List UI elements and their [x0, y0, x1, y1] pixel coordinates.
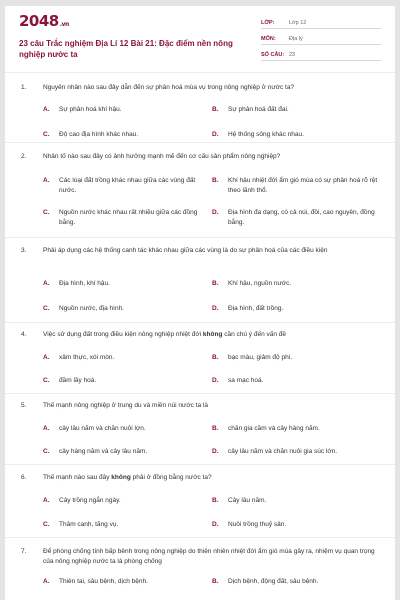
option-text: Dịch bệnh, động đất, sâu bệnh.	[228, 578, 319, 585]
option-letter: C.	[43, 209, 50, 216]
answer-option[interactable]	[212, 376, 378, 386]
question-divider	[5, 393, 395, 394]
option-letter: D.	[212, 521, 219, 528]
meta-count: SỐ CÂU: 23	[261, 47, 381, 61]
document-title: 23 câu Trắc nghiệm Địa Lí 12 Bài 21: Đặc điểm nền nông nghiệp nước ta	[19, 39, 233, 59]
answer-option[interactable]	[212, 105, 378, 115]
option-text: chăn gia cầm và cây hàng năm.	[228, 425, 320, 432]
option-text: bạc màu, giảm độ phì.	[228, 354, 293, 361]
option-text: Nguồn nước, địa hình.	[59, 305, 124, 312]
answer-option[interactable]	[212, 424, 378, 434]
option-text: cây lâu năm và chăn nuôi lợn.	[59, 425, 146, 432]
question-divider	[5, 237, 395, 238]
document-page	[5, 6, 395, 600]
option-letter: A.	[43, 354, 50, 361]
question-header	[5, 473, 395, 483]
option-text: Các loại đất trồng khác nhau giữa các vùng đất nước.	[59, 177, 196, 194]
option-letter: D.	[212, 209, 219, 216]
option-text: Thâm canh, tăng vụ.	[59, 521, 119, 528]
question-number: 2.	[21, 153, 27, 160]
question-divider	[5, 464, 395, 465]
page-header	[5, 6, 395, 68]
header-divider	[5, 72, 395, 73]
option-letter: B.	[212, 354, 219, 361]
option-letter: B.	[212, 280, 219, 287]
option-text: Nuôi trồng thuỷ sản.	[228, 521, 287, 528]
option-text: Địa hình, đất trồng.	[228, 305, 284, 312]
answer-option[interactable]	[43, 130, 209, 140]
question-number: 3.	[21, 247, 27, 254]
option-letter: B.	[212, 106, 219, 113]
option-text: Sự phân hoá đất đai.	[228, 106, 289, 113]
meta-grade: LỚP: Lớp 12	[261, 15, 381, 29]
question-number: 5.	[21, 402, 27, 409]
option-text: sa mạc hoá.	[228, 377, 264, 384]
question-header	[5, 330, 395, 340]
answer-option[interactable]	[212, 520, 378, 530]
question-header	[5, 547, 395, 567]
option-letter: A.	[43, 497, 50, 504]
option-letter: A.	[43, 578, 50, 585]
option-letter: B.	[212, 578, 219, 585]
question-item	[5, 401, 395, 455]
option-letter: C.	[43, 521, 50, 528]
question-text: Nhân tố nào sau đây có ảnh hưởng mạnh mẽ đến cơ cấu sản phẩm nông nghiệp?	[43, 153, 281, 160]
question-divider	[5, 537, 395, 538]
question-item	[5, 83, 395, 138]
answer-option[interactable]	[212, 208, 378, 228]
question-emphasis: không	[202, 331, 223, 338]
question-emphasis: không	[111, 474, 131, 481]
option-letter: D.	[212, 377, 219, 384]
meta-info	[261, 15, 381, 63]
option-letter: C.	[43, 131, 50, 138]
question-text: Phải áp dụng các hệ thống canh tác khác nhau giữa các vùng là do sự phân hoá của các điều kiện	[43, 247, 328, 254]
answer-option[interactable]	[43, 376, 209, 386]
question-number: 6.	[21, 474, 27, 481]
answer-option[interactable]	[212, 496, 378, 506]
option-text: Sự phân hoá khí hậu.	[59, 106, 122, 113]
site-logo[interactable]: 2048.vn	[19, 12, 69, 30]
question-header	[5, 152, 395, 162]
option-letter: C.	[43, 448, 50, 455]
answer-option[interactable]	[43, 447, 209, 457]
option-text: Địa hình đa dạng, có cả núi, đồi, cao nguyên, đồng bằng.	[228, 209, 375, 226]
answer-option[interactable]	[212, 353, 378, 363]
answer-option[interactable]	[212, 279, 378, 289]
option-text: cây hàng năm và cây lâu năm.	[59, 448, 148, 455]
option-letter: A.	[43, 177, 50, 184]
answer-option[interactable]	[43, 577, 209, 587]
question-divider	[5, 142, 395, 143]
option-text: Cây trồng ngắn ngày.	[59, 497, 121, 504]
option-text: Nguồn nước khác nhau rất nhiều giữa các đồng bằng.	[59, 209, 198, 226]
option-text: xâm thực, xói mòn.	[59, 354, 115, 361]
answer-option[interactable]	[43, 279, 209, 289]
option-text: Khí hậu, nguồn nước.	[228, 280, 292, 287]
option-text: Cây lâu năm.	[228, 497, 267, 504]
option-letter: D.	[212, 131, 219, 138]
question-text: Nguyên nhân nào sau đây dẫn đến sự phân hoá mùa vụ trong nông nghiệp ở nước ta?	[43, 84, 295, 91]
question-text: Thế mạnh nông nghiệp ở trung du và miền núi nước ta là	[43, 402, 209, 409]
answer-option[interactable]	[43, 520, 209, 530]
meta-subject: MÔN: Địa lý	[261, 31, 381, 45]
question-number: 4.	[21, 331, 27, 338]
answer-option[interactable]	[212, 176, 378, 196]
question-item	[5, 152, 395, 226]
question-header	[5, 401, 395, 411]
question-item	[5, 547, 395, 585]
answer-option[interactable]	[43, 353, 209, 363]
question-divider	[5, 322, 395, 323]
answer-option[interactable]	[43, 208, 209, 228]
question-text: Thế mạnh nào sau đây không phải ở đồng bằng nước ta?	[43, 474, 212, 481]
option-text: Hệ thống sông khác nhau.	[228, 131, 304, 138]
question-number: 1.	[21, 84, 27, 91]
question-text: Việc sử dụng đất trong điều kiện nông nghiệp nhiệt đới không cần chú ý đến vấn đề	[43, 331, 287, 338]
option-letter: D.	[212, 448, 219, 455]
question-item	[5, 473, 395, 528]
answer-option[interactable]	[43, 424, 209, 434]
option-text: Thiên tai, sâu bệnh, dịch bệnh.	[59, 578, 148, 585]
option-text: Độ cao địa hình khác nhau.	[59, 131, 139, 138]
answer-option[interactable]	[43, 496, 209, 506]
answer-option[interactable]	[212, 577, 378, 587]
question-number: 7.	[21, 548, 27, 555]
option-letter: C.	[43, 305, 50, 312]
answer-option[interactable]	[43, 105, 209, 115]
option-text: Khí hậu nhiệt đới ẩm gió mùa có sự phân hoá rõ rệt theo lãnh thổ.	[228, 177, 378, 194]
question-item	[5, 330, 395, 384]
option-text: Địa hình, khí hậu.	[59, 280, 110, 287]
option-letter: A.	[43, 280, 50, 287]
option-letter: B.	[212, 425, 219, 432]
answer-option[interactable]	[43, 304, 209, 314]
option-letter: C.	[43, 377, 50, 384]
option-text: cây lâu năm và chăn nuôi gia súc lớn.	[228, 448, 338, 455]
question-text: Để phòng chống tính bấp bênh trong nông nghiệp do thiên nhiên nhiệt đới ẩm gió mùa gây ra, nhiệm vụ quan trọng của nông nghiệp nước ta là phòng chống	[43, 548, 375, 565]
answer-option[interactable]	[212, 304, 378, 314]
question-header	[5, 246, 395, 256]
option-letter: B.	[212, 497, 219, 504]
answer-option[interactable]	[43, 176, 209, 196]
option-letter: B.	[212, 177, 219, 184]
option-text: đầm lầy hoá.	[59, 377, 97, 384]
answer-option[interactable]	[212, 130, 378, 140]
option-letter: D.	[212, 305, 219, 312]
question-item	[5, 246, 395, 312]
option-letter: A.	[43, 425, 50, 432]
answer-option[interactable]	[212, 447, 378, 457]
option-letter: A.	[43, 106, 50, 113]
question-header	[5, 83, 395, 93]
